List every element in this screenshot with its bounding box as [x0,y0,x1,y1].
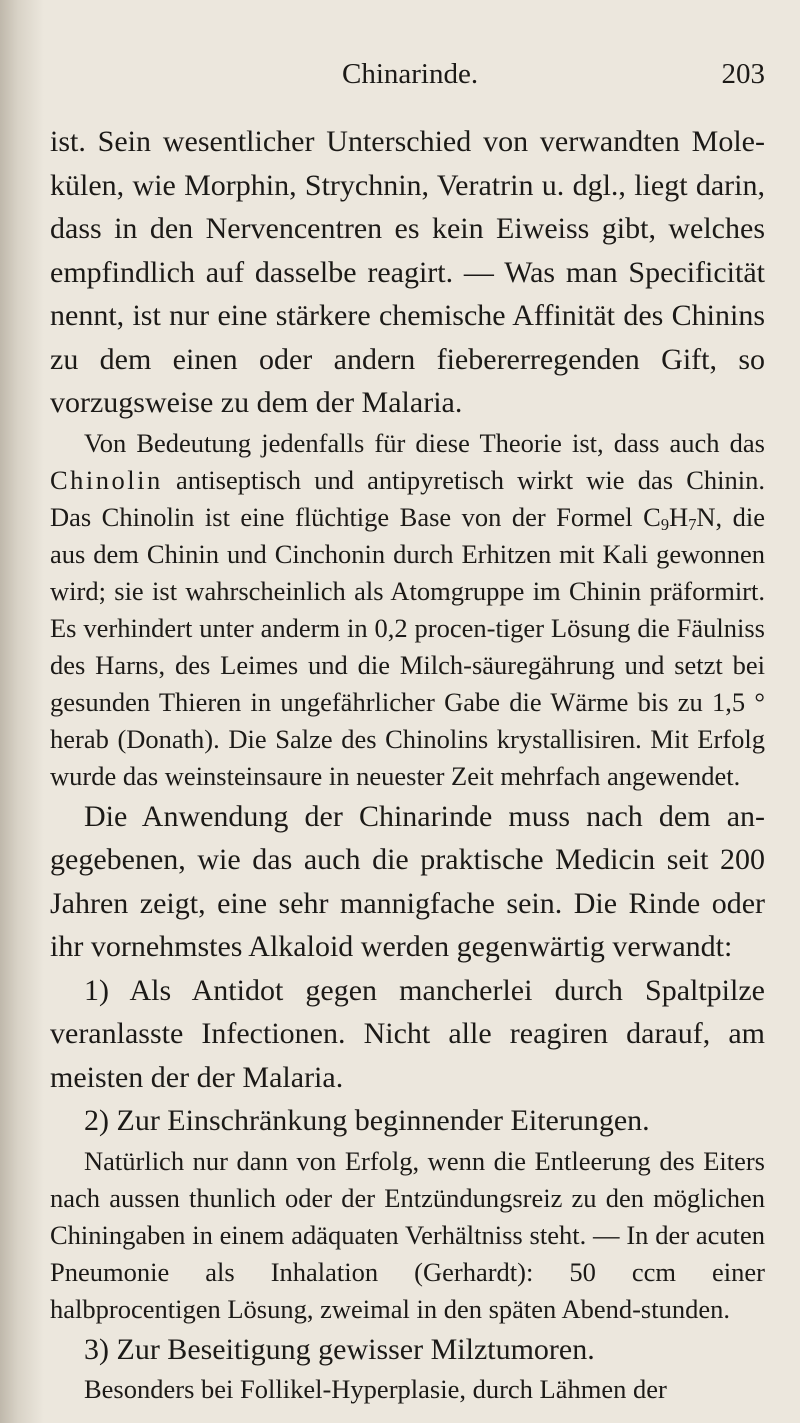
list-item-milztumoren: 3) Zur Beseitigung gewisser Milztumoren. [84,1332,595,1366]
page-gutter-shadow [0,0,44,1423]
paragraph-chinolin: Von Bedeutung jedenfalls für diese Theorie ist, dass auch das Chinolin antiseptisch und antipyretisch wirkt wie das Chinin. Das Chinolin ist eine flüchtige Base von der Formel $C_9H_7N$, die aus dem Chinin und Cinchonin durch Erhitzen mit Kali gewonnen wird; sie ist wahrscheinlich als Atomgruppe im Chinin präformirt. Es verhindert unter anderm in 0,2 procen-tiger Lösung die Fäulniss des Harns, des Leimes und die Milch-säuregährung und setzt bei gesunden Thieren in ungefährlicher Gabe die Wärme bis zu 1,5 ° herab (Donath). Die Salze des Chinolins krystallisiren. Mit Erfolg wurde das weinsteinsaure in neuester Zeit mehrfach angewendet. [50,427,766,791]
book-page [50,58,765,1408]
paragraph-specificity: ist. Sein wesentlicher Unterschied von verwandten Mole-külen, wie Morphin, Strychnin, Veratrin u. dgl., liegt darin, dass in den Nervencentren es kein Eiweiss gibt, welches empfindlich auf dasselbe reagirt. — Was man Specificität nennt, ist nur eine stärkere chemische Affinität des Chinins zu dem einen oder andern fiebererregenden Gift, so vorzugsweise zu dem der Malaria. [50,125,765,419]
running-header [50,58,765,98]
running-title: Chinarinde. [342,58,479,90]
page-number: 203 [721,58,765,90]
paragraph-anwendung: Die Anwendung der Chinarinde muss nach dem an-gegebenen, wie das auch die praktische Medicin seit 200 Jahren zeigt, eine sehr mannigfache sein. Die Rinde oder ihr vornehmstes Alkaloid werden gegenwärtig verwandt: [50,799,765,963]
body-text [50,120,765,1408]
paragraph-milztumoren-detail: Besonders bei Follikel-Hyperplasie, durch Lähmen der [84,1374,667,1404]
list-item-eiterungen: 2) Zur Einschränkung beginnender Eiterungen. [84,1104,650,1137]
emphasis-chinolin: Chinolin [50,464,163,495]
list-item-antidot: 1) Als Antidot gegen mancherlei durch Spaltpilze veranlasste Infectionen. Nicht alle reagiren darauf, am meisten der der Malaria. [50,973,765,1094]
paragraph-eiterungen-detail: Natürlich nur dann von Erfolg, wenn die Entleerung des Eiters nach aussen thunlich oder der Entzündungsreiz zu den möglichen Chiningaben in einem adäquaten Verhältniss steht. — In der acuten Pneumonie als Inhalation (Gerhardt): 50 ccm einer halbprocentigen Lösung, zweimal in den späten Abend-stunden. [50,1145,765,1324]
chemical-formula: $C_9H_7N$ [643,501,716,534]
